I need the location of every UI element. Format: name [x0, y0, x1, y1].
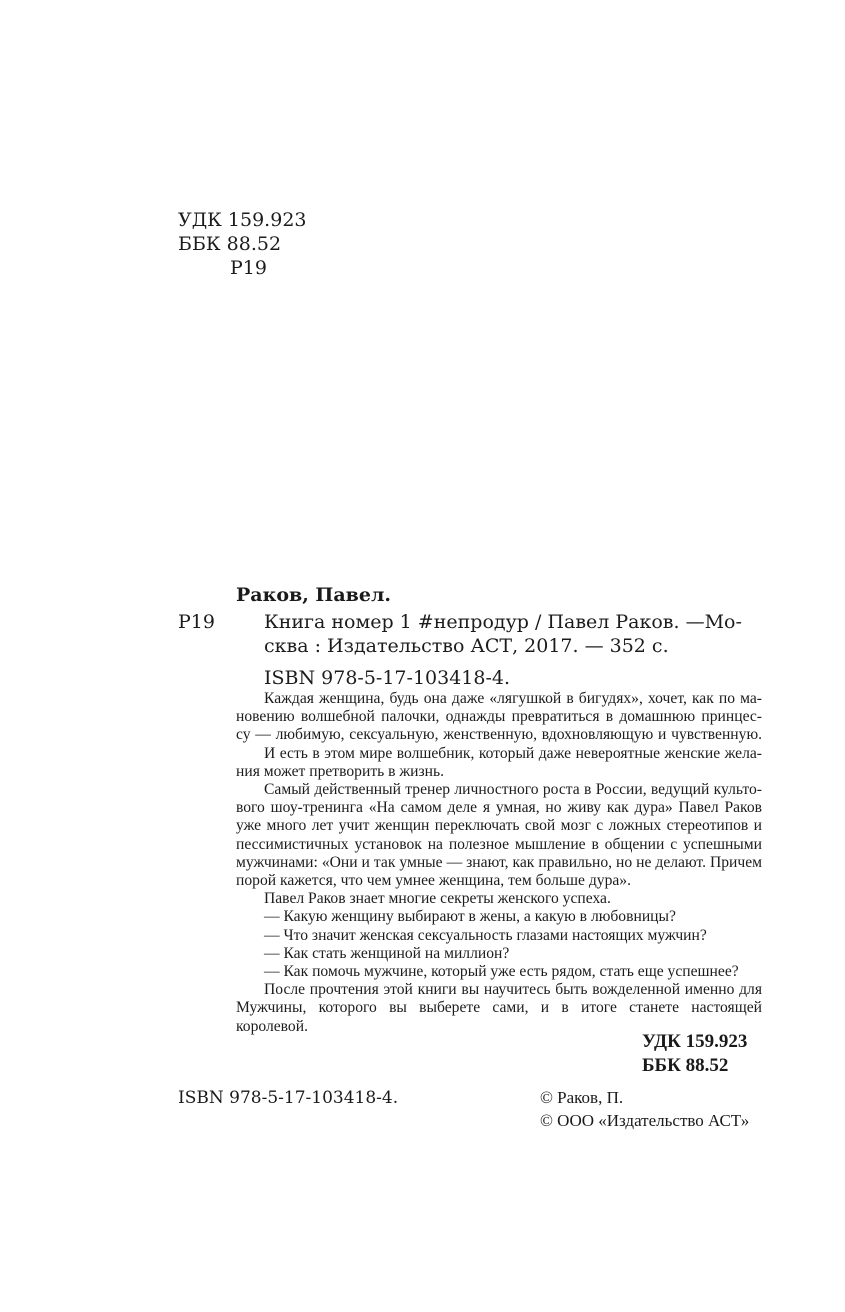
record-isbn: ISBN 978-5-17-103418-4.: [264, 667, 511, 689]
record-author: Раков, Павел.: [236, 584, 391, 606]
bottom-udk: УДК 159.923: [642, 1031, 748, 1052]
copyright-block: [540, 1086, 749, 1132]
annotation-line: — Какую женщину выбирают в жены, а какую в любовницы?: [264, 908, 676, 926]
annotation-line: — Как стать женщиной на миллион?: [264, 944, 510, 962]
annotation-line: ния может претворить в жизнь.: [236, 762, 445, 780]
copyright-publisher: © ООО «Издательство АСТ»: [540, 1111, 750, 1130]
annotation-line: — Что значит женская сексуальность глазами настоящих мужчин?: [264, 926, 707, 944]
record-title-line2: сква : Издательство АСТ, 2017. — 352 с.: [264, 635, 669, 657]
annotation-line: порой кажется, что чем умнее женщина, тем больше дура».: [236, 872, 631, 890]
annotation-line: мужчинами: «Они и так умные — знают, как правильно, но не делают. Причем: [236, 853, 762, 871]
annotation-line: су — любимую, сексуальную, женственную, вдохновляющую и чувственную.: [236, 726, 762, 744]
annotation-line: И есть в этом мире волшебник, который даже невероятные женские жела-: [264, 744, 762, 762]
top-cutter: Р19: [230, 257, 267, 279]
footer-isbn: ISBN 978-5-17-103418-4.: [178, 1088, 399, 1108]
annotation-line: Мужчины, которого вы выберете сами, и в итоге станете настоящей королевой.: [236, 999, 762, 1035]
annotation-line: — Как помочь мужчине, который уже есть рядом, стать еще успешнее?: [264, 963, 739, 981]
top-codes: [178, 208, 307, 280]
bottom-bbk: ББК 88.52: [642, 1055, 729, 1076]
annotation-line: После прочтения этой книги вы научитесь быть вожделенной именно для: [264, 981, 762, 999]
record-cutter: Р19: [178, 611, 215, 633]
top-bbk: ББК 88.52: [178, 233, 282, 255]
bottom-codes: [642, 1030, 747, 1078]
annotation-line: вого шоу-тренинга «На самом деле я умная, но живу как дура» Павел Раков: [236, 799, 762, 817]
annotation-line: уже много лет учит женщин переключать свой мозг с ложных стереотипов и: [236, 817, 762, 835]
annotation-line: Самый действенный тренер личностного роста в России, ведущий культо-: [264, 781, 762, 799]
annotation-line: новению волшебной палочки, однажды превратиться в домашнюю принцес-: [236, 708, 762, 726]
record-title-line1: Книга номер 1 #непродур / Павел Раков. —Мо-: [264, 611, 742, 633]
top-udk: УДК 159.923: [178, 209, 307, 231]
annotation: [236, 690, 762, 1036]
annotation-line: Павел Раков знает многие секреты женского успеха.: [264, 890, 611, 908]
annotation-line: Каждая женщина, будь она даже «лягушкой в бигудях», хочет, как по ма-: [264, 690, 762, 707]
annotation-line: пессимистичных установок на полезное мышление в общении с успешными: [236, 835, 762, 853]
copyright-author: © Раков, П.: [540, 1088, 624, 1107]
record-title: [264, 610, 742, 658]
